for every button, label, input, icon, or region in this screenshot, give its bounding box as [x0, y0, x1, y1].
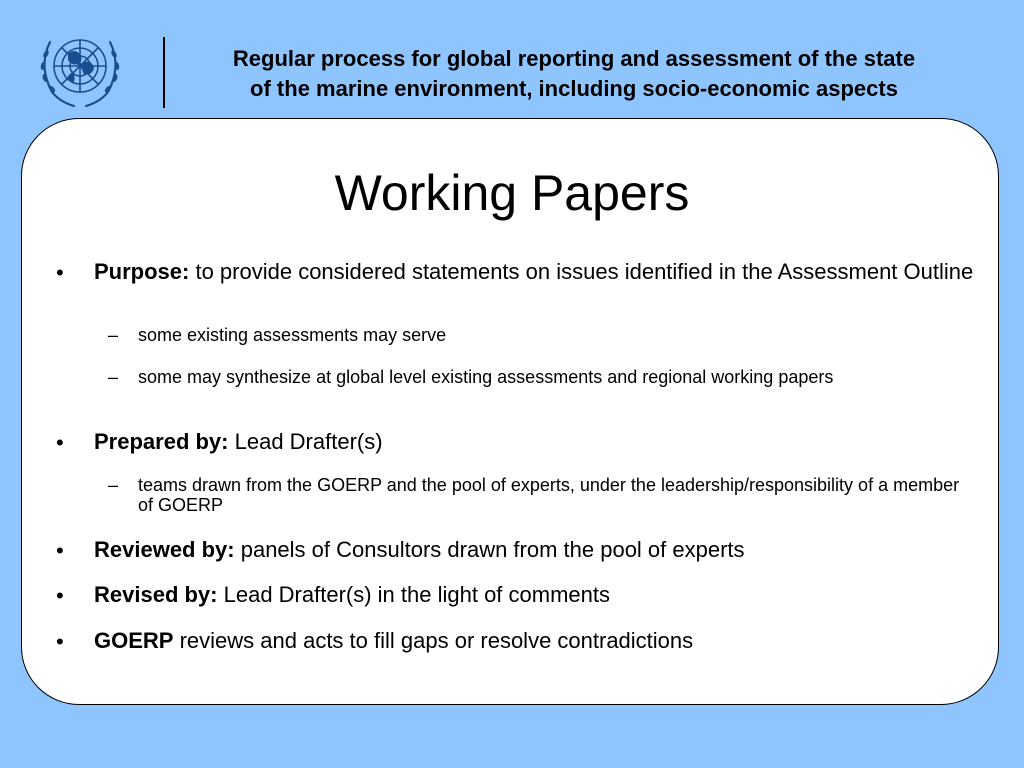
- bullet-label: Purpose:: [94, 259, 190, 284]
- dash-glyph: –: [108, 367, 119, 387]
- bullet-purpose: [94, 260, 974, 284]
- bullet-goerp: [94, 629, 974, 653]
- bullet-label: Reviewed by:: [94, 537, 235, 562]
- bullet-glyph: •: [56, 583, 64, 608]
- dash-glyph: –: [108, 475, 119, 495]
- sub-bullet-existing-assessments: some existing assessments may serve: [138, 325, 447, 345]
- bullet-glyph: •: [56, 260, 64, 285]
- bullet-revised-by: [94, 583, 974, 607]
- bullet-label: Revised by:: [94, 582, 218, 607]
- bullet-text: to provide considered statements on issues identified in the Assessment Outline: [189, 259, 974, 284]
- header-title-line1: Regular process for global reporting and assessment of the state: [232, 46, 916, 71]
- un-emblem-icon: [28, 22, 132, 110]
- sub-bullet-synthesize: some may synthesize at global level existing assessments and regional working papers: [138, 367, 834, 387]
- bullet-label: GOERP: [94, 628, 174, 653]
- dash-glyph: –: [108, 325, 119, 345]
- header-title-line2: of the marine environment, including socio-economic aspects: [250, 76, 898, 101]
- bullet-text: panels of Consultors drawn from the pool of experts: [234, 537, 745, 562]
- bullet-glyph: •: [56, 538, 64, 563]
- bullet-label: Prepared by:: [94, 429, 229, 454]
- bullet-reviewed-by: [94, 538, 974, 562]
- slide-title: Working Papers: [334, 165, 690, 221]
- bullet-glyph: •: [56, 629, 64, 654]
- bullet-glyph: •: [56, 430, 64, 455]
- bullet-text: reviews and acts to fill gaps or resolve contradictions: [173, 628, 694, 653]
- bullet-text: Lead Drafter(s) in the light of comments: [217, 582, 610, 607]
- bullet-text: Lead Drafter(s): [228, 429, 383, 454]
- bullet-prepared-by: [94, 430, 974, 454]
- sub-bullet-teams: teams drawn from the GOERP and the pool of experts, under the leadership/responsibility of a member of GOERP: [138, 475, 960, 515]
- header-title: [170, 44, 978, 104]
- header-divider: [163, 37, 165, 108]
